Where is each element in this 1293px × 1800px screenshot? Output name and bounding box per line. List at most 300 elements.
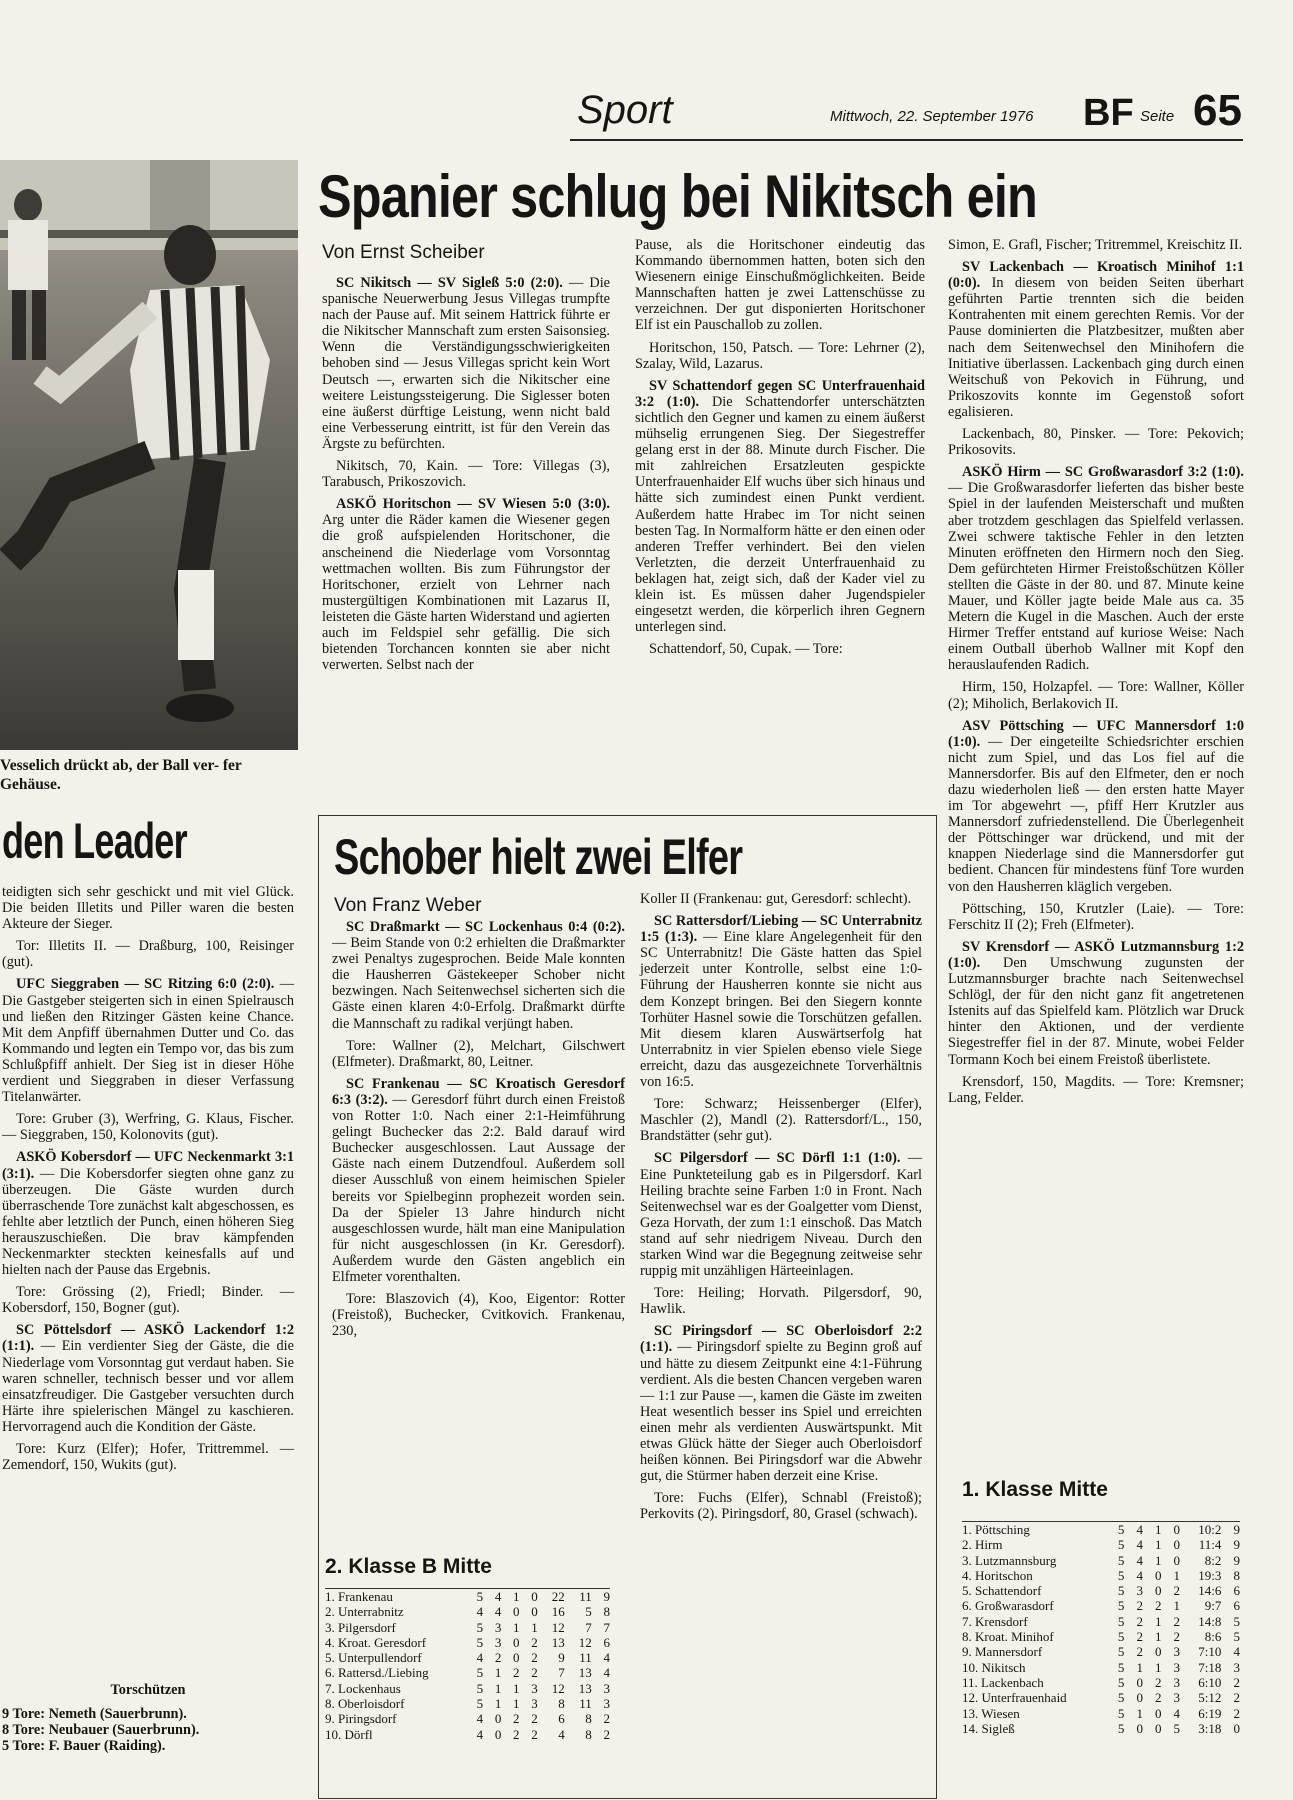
- table-row: [962, 1583, 1240, 1598]
- stat-cell: 0: [1154, 1583, 1162, 1599]
- stat-cell: 4: [1136, 1537, 1143, 1553]
- stat-cell: 3: [531, 1680, 538, 1696]
- paragraph-text: In diesem von beiden Seiten überhart geführten Partie trennten sich die beiden Kontrahenten mit einem gerechten Remis. Vor der Pause dominierten die Platzbesitzer, mußten aber nach dem Seitenwechsel den Minihofern die Initiative überlassen. Lackenbach ging durch einen Weitschuß von Pekovich in Führung, und Prikoszovits konnte im Gegenstoß sofort egalisieren.: [948, 275, 1244, 420]
- stat-cell: 3: [494, 1634, 502, 1650]
- stat-cell: 5: [1117, 1644, 1125, 1660]
- leader-headline: den Leader: [2, 813, 187, 869]
- stat-cell: 1: [1154, 1613, 1162, 1629]
- paragraph-text: Tore: Heiling; Horvath. Pilgersdorf, 90, Hawlik.: [640, 1285, 922, 1318]
- stat-cell: 1: [494, 1665, 502, 1681]
- stat-cell: 3: [1173, 1644, 1181, 1660]
- paragraph: [2, 1111, 294, 1143]
- stat-cell: 2: [1136, 1598, 1143, 1614]
- stat-cell: 3: [603, 1696, 610, 1712]
- stat-cell: 8:6: [1204, 1629, 1222, 1645]
- match-result-lead: ASKÖ Horitschon — SV Wiesen 5:0 (3:0).: [336, 496, 610, 513]
- stat-cell: 10:2: [1198, 1522, 1222, 1537]
- paragraph: [332, 919, 625, 1032]
- paragraph: [635, 237, 925, 334]
- team-name: 8. Oberloisdorf: [325, 1696, 405, 1712]
- stat-cell: 7: [558, 1665, 565, 1681]
- team-name: 1. Frankenau: [325, 1589, 393, 1604]
- stat-cell: 0: [1136, 1690, 1143, 1706]
- paragraph-text: Krensdorf, 150, Magdits. — Tore: Kremsner; Lang, Felder.: [948, 1073, 1244, 1106]
- standings-table-1-klasse: [962, 1521, 1240, 1736]
- stat-cell: 12: [578, 1634, 592, 1650]
- table-row: [962, 1690, 1240, 1705]
- paragraph-text: Tore: Grössing (2), Friedl; Binder. — Kobersdorf, 150, Bogner (gut).: [2, 1284, 294, 1317]
- stat-cell: 11: [579, 1589, 592, 1604]
- stat-cell: 4: [476, 1650, 484, 1666]
- paragraph: [2, 1322, 294, 1435]
- paragraph: [635, 340, 925, 372]
- paragraph-text: Hirm, 150, Holzapfel. — Tore: Wallner, Köller (2); Miholich, Berlakovich II.: [948, 679, 1244, 712]
- stat-cell: 5: [1233, 1613, 1240, 1629]
- stat-cell: 1: [1154, 1629, 1162, 1645]
- stat-cell: 6:19: [1198, 1705, 1222, 1721]
- table-row: [325, 1604, 610, 1619]
- paragraph-text: Schattendorf, 50, Cupak. — Tore:: [649, 641, 843, 658]
- stat-cell: 1: [1154, 1522, 1162, 1537]
- paragraph-text: — Die Großwarasdorfer lieferten das bisher beste Spiel in der laufenden Meisterschaft und mußten aber trotzdem geschlagen das Spielfeld verlassen. Zwei schwere taktische Fehler in den letzten Minuten eröffneten den Hirmern noch den Sieg. Dem gefürchteten Hirmer Freistoßschützen Köller stellten die Gäste in der 80. und 87. Minute keine Mauer, und Köller jagte beide Male aus ca. 35 Metern die Kugel in die Maschen. Auch der erste Hirmer Treffer entstand auf kuriose Weise: Nach einem Outball überhob Wallner mit Kopf den herauslaufenden Radich.: [948, 480, 1244, 674]
- paragraph: [640, 913, 922, 1090]
- stat-cell: 5: [1117, 1720, 1125, 1736]
- paragraph: [948, 426, 1244, 458]
- stat-cell: 1: [513, 1589, 520, 1604]
- match-result-lead: SV Lackenbach — Kroatisch Minihof 1:1 (0:0).: [948, 259, 1244, 292]
- stat-cell: 2: [1233, 1690, 1240, 1706]
- paragraph: [322, 496, 610, 673]
- stat-cell: 5: [1117, 1705, 1125, 1721]
- stat-cell: 0: [1136, 1674, 1143, 1690]
- schober-column-2: [640, 891, 922, 1528]
- stat-cell: 9: [1233, 1537, 1240, 1553]
- stat-cell: 4: [476, 1726, 484, 1742]
- stat-cell: 0: [1154, 1567, 1162, 1583]
- paragraph-text: — Eine Punkteteilung gab es in Pilgersdorf. Karl Heiling brachte seine Farben 1:0 in Front. Nach Seitenwechsel war es der Goalgetter vom Dienst, Geza Horvath, der zum 1:1 einschoß. Das Match stand auf sehr niedrigem Niveau. Durch den starken Wind war die Begegnung zeitweise sehr ruppig mit unzähligen Härteeinlagen.: [640, 1150, 922, 1280]
- stat-cell: 1: [513, 1619, 520, 1635]
- stat-cell: 2: [513, 1726, 520, 1742]
- stat-cell: 1: [513, 1696, 520, 1712]
- team-name: 2. Unterrabnitz: [325, 1604, 404, 1620]
- stat-cell: 8:2: [1204, 1552, 1222, 1568]
- paragraph-text: Tor: Illetits II. — Draßburg, 100, Reisinger (gut).: [2, 938, 294, 971]
- paragraph: [2, 976, 294, 1105]
- article-column-3: [948, 237, 1244, 1112]
- stat-cell: 2: [603, 1726, 610, 1742]
- team-name: 7. Lockenhaus: [325, 1680, 401, 1696]
- stat-cell: 2: [1173, 1583, 1181, 1599]
- stat-cell: 1: [1136, 1659, 1143, 1675]
- stat-cell: 4: [494, 1589, 502, 1604]
- stat-cell: 2: [603, 1711, 610, 1727]
- scorer-line: 8 Tore: Neubauer (Sauerbrunn).: [2, 1722, 200, 1739]
- page-label: Seite: [1140, 108, 1175, 125]
- stat-cell: 3:18: [1198, 1720, 1222, 1736]
- team-name: 9. Mannersdorf: [962, 1644, 1043, 1660]
- photo-caption: Vesselich drückt ab, der Ball ver- fer Gehäuse.: [0, 757, 242, 793]
- scorer-line: 9 Tore: Nemeth (Sauerbrunn).: [2, 1706, 187, 1723]
- team-name: 5. Schattendorf: [962, 1583, 1042, 1599]
- table-row: [962, 1614, 1240, 1629]
- match-result-lead: SC Pöttelsdorf — ASKÖ Lackendorf 1:2 (1:1).: [2, 1322, 294, 1355]
- stat-cell: 8: [558, 1696, 565, 1712]
- table-row: [962, 1553, 1240, 1568]
- stat-cell: 4: [558, 1726, 565, 1742]
- paragraph-text: Tore: Schwarz; Heissenberger (Elfer), Maschler (2), Mandl (2). Rattersdorf/L., 150, Brandstätter (sehr gut).: [640, 1096, 922, 1145]
- paragraph-text: Nikitsch, 70, Kain. — Tore: Villegas (3), Tarabusch, Prikoszovich.: [322, 458, 610, 491]
- team-name: 4. Kroat. Geresdorf: [325, 1634, 427, 1650]
- stat-cell: 6: [1233, 1583, 1240, 1599]
- team-name: 12. Unterfrauenhaid: [962, 1690, 1067, 1706]
- team-name: 3. Lutzmannsburg: [962, 1552, 1057, 1568]
- stat-cell: 3: [1136, 1583, 1143, 1599]
- stat-cell: 4: [603, 1665, 610, 1681]
- team-name: 14. Sigleß: [962, 1720, 1015, 1736]
- paragraph-text: Arg unter die Räder kamen die Wiesener gegen die groß aufspielenden Horitschoner, die anscheinend die Niederlage vom Vorsonntag wettmachen wollten. Bis zum Führungstor der Horitschoner, erzielt von Lehrner nach mustergültigen Kombinationen mit Lazarus II, leisteten die Gäste harten Widerstand und agierten auch im Feldspiel sehr gefällig. Die sich bietenden Torchancen konnten sie aber nicht verwerten. Selbst nach der: [322, 512, 610, 674]
- header-rule: [570, 139, 1243, 141]
- paragraph: [948, 1074, 1244, 1106]
- table-row: [325, 1665, 610, 1680]
- paragraph-text: — Die Kobersdorfer siegten ohne ganz zu überzeugen. Die Gäste wurden durch überraschende Tore zunächst kalt abgeschossen, es fehlte aber letztlich der Punch, einen höheren Sieg herauszuschießen. Die brav kämpfenden Neckenmarkter steckten keinesfalls auf und hielten nach der Pause das Ergebnis.: [2, 1165, 294, 1279]
- stat-cell: 3: [603, 1680, 610, 1696]
- stat-cell: 0: [1173, 1537, 1181, 1553]
- stat-cell: 2: [513, 1665, 520, 1681]
- match-result-lead: SC Draßmarkt — SC Lockenhaus 0:4 (0:2).: [346, 919, 625, 935]
- table-row: [325, 1589, 610, 1605]
- stat-cell: 7: [585, 1619, 592, 1635]
- stat-cell: 2: [1136, 1613, 1143, 1629]
- paragraph: [332, 1291, 625, 1339]
- match-result-lead: SC Rattersdorf/Liebing — SC Unterrabnitz 1:5 (1:3).: [640, 913, 922, 946]
- team-name: 10. Nikitsch: [962, 1659, 1026, 1675]
- stat-cell: 0: [513, 1634, 520, 1650]
- stat-cell: 3: [1173, 1659, 1181, 1675]
- stat-cell: 9:7: [1204, 1598, 1222, 1614]
- table-row: [325, 1727, 610, 1742]
- stat-cell: 5: [476, 1634, 484, 1650]
- stat-cell: 9: [1233, 1522, 1240, 1537]
- paragraph-text: Tore: Kurz (Elfer); Hofer, Trittremmel. — Zemendorf, 150, Wukits (gut).: [2, 1441, 294, 1474]
- paragraph: [2, 1441, 294, 1473]
- team-name: 11. Lackenbach: [962, 1674, 1044, 1690]
- paragraph-text: — Eine klare Angelegenheit für den SC Unterrabnitz! Die Gäste hatten das Spiel jederzeit unter Kontrolle, selbst eine 1:0-Führung der Hausherren konnte sie nicht aus dem Konzept bringen. Bei den Siegern konnte Torhüter Hasnel sowie die Torschützen gefallen. Mit diesem klaren Auswärtserfolg hat Unterrabnitz in vier Spielen ebenso viele Siege erreicht, dazu das ausgezeichnete Torverhältnis von 16:5.: [640, 929, 922, 1091]
- paragraph: [948, 679, 1244, 711]
- paragraph: [322, 275, 610, 452]
- stat-cell: 4: [603, 1650, 610, 1666]
- stat-cell: 5: [1117, 1613, 1125, 1629]
- stat-cell: 5: [1117, 1598, 1125, 1614]
- team-name: 2. Hirm: [962, 1537, 1003, 1553]
- paragraph-text: Tore: Wallner (2), Melchart, Gilschwert (Elfmeter). Draßmarkt, 80, Leitner.: [332, 1037, 625, 1070]
- match-result-lead: SC Frankenau — SC Kroatisch Geresdorf 6:3 (3:2).: [332, 1075, 625, 1108]
- stat-cell: 2: [1173, 1629, 1181, 1645]
- scorers-section: [2, 1682, 294, 1754]
- stat-cell: 2: [513, 1711, 520, 1727]
- paragraph: [332, 1038, 625, 1070]
- paragraph-text: Koller II (Frankenau: gut, Geresdorf: schlecht).: [640, 891, 912, 907]
- issue-date: Mittwoch, 22. September 1976: [830, 108, 1034, 125]
- stat-cell: 5: [1117, 1659, 1125, 1675]
- stat-cell: 9: [1233, 1552, 1240, 1568]
- stat-cell: 8: [603, 1604, 610, 1620]
- schober-byline: Von Franz Weber: [334, 895, 482, 916]
- stat-cell: 0: [494, 1726, 502, 1742]
- table-row: [962, 1537, 1240, 1552]
- stat-cell: 9: [603, 1589, 610, 1604]
- stat-cell: 5: [476, 1665, 484, 1681]
- stat-cell: 8: [585, 1726, 592, 1742]
- match-result-lead: ASV Pöttsching — UFC Mannersdorf 1:0 (1:0).: [948, 717, 1244, 750]
- stat-cell: 2: [1233, 1674, 1240, 1690]
- table-row: [325, 1635, 610, 1650]
- main-headline: Spanier schlug bei Nikitsch ein: [318, 163, 1037, 230]
- leader-article-column: [2, 884, 294, 1479]
- paragraph: [640, 1150, 922, 1279]
- paragraph: [948, 718, 1244, 895]
- paragraph: [640, 891, 922, 907]
- stat-cell: 0: [1173, 1522, 1181, 1537]
- stat-cell: 1: [513, 1680, 520, 1696]
- stat-cell: 5: [1173, 1720, 1181, 1736]
- stat-cell: 13: [578, 1665, 592, 1681]
- match-result-lead: UFC Sieggraben — SC Ritzing 6:0 (2:0).: [16, 976, 275, 993]
- paragraph: [322, 458, 610, 490]
- scorer-line: 5 Tore: F. Bauer (Raiding).: [2, 1738, 166, 1755]
- stat-cell: 0: [513, 1604, 520, 1620]
- match-result-lead: SC Piringsdorf — SC Oberloisdorf 2:2 (1:1).: [640, 1323, 922, 1356]
- stat-cell: 3: [1173, 1690, 1181, 1706]
- match-result-lead: SV Krensdorf — ASKÖ Lutzmannsburg 1:2 (1:0).: [948, 938, 1244, 971]
- table-row: [962, 1721, 1240, 1736]
- paragraph: [948, 237, 1244, 253]
- stat-cell: 8: [585, 1711, 592, 1727]
- table-title-1-klasse: 1. Klasse Mitte: [962, 1478, 1108, 1501]
- stat-cell: 0: [1173, 1552, 1181, 1568]
- stat-cell: 7:10: [1198, 1644, 1222, 1660]
- table-row: [962, 1568, 1240, 1583]
- page-number: 65: [1193, 86, 1242, 135]
- stat-cell: 3: [531, 1696, 538, 1712]
- stat-cell: 0: [1154, 1705, 1162, 1721]
- stat-cell: 11: [579, 1650, 592, 1666]
- paragraph: [948, 259, 1244, 420]
- team-name: 10. Dörfl: [325, 1726, 373, 1742]
- team-name: 1. Pöttsching: [962, 1522, 1030, 1537]
- team-name: 3. Pilgersdorf: [325, 1619, 396, 1635]
- stat-cell: 0: [1136, 1720, 1143, 1736]
- stat-cell: 22: [551, 1589, 565, 1604]
- table-row: [962, 1706, 1240, 1721]
- stat-cell: 2: [531, 1665, 538, 1681]
- table-row: [962, 1598, 1240, 1613]
- team-name: 4. Horitschon: [962, 1567, 1033, 1583]
- match-result-lead: ASKÖ Kobersdorf — UFC Neckenmarkt 3:1 (3:1).: [2, 1149, 294, 1182]
- stat-cell: 6: [558, 1711, 565, 1727]
- stat-cell: 1: [1136, 1705, 1143, 1721]
- stat-cell: 2: [1136, 1644, 1143, 1660]
- table-row: [962, 1660, 1240, 1675]
- stat-cell: 2: [531, 1726, 538, 1742]
- stat-cell: 1: [494, 1680, 502, 1696]
- paragraph-text: — Piringsdorf spielte zu Beginn groß auf und hätte zu diesem Zeitpunkt eine 4:1-Führung verdient. Als die besten Chancen vergeben waren — 1:1 zur Pause —, kamen die Gäste im zweiten Heat wesentlich besser ins Spiel und erreichten einen mehr als verdienten Auswärtspunkt. Mit etwas Glück hätte der Sieger auch Oberloisdorf heißen können. Bei Piringsdorf war die Abwehr gut, die Stürmer haben derzeit eine Krise.: [640, 1339, 923, 1485]
- stat-cell: 1: [1154, 1659, 1162, 1675]
- byline: Von Ernst Scheiber: [322, 242, 485, 263]
- paragraph: [2, 1149, 294, 1278]
- team-name: 9. Piringsdorf: [325, 1711, 397, 1727]
- stat-cell: 1: [1154, 1552, 1162, 1568]
- schober-headline: Schober hielt zwei Elfer: [334, 829, 743, 885]
- stat-cell: 0: [513, 1650, 520, 1666]
- stat-cell: 2: [531, 1634, 538, 1650]
- stat-cell: 5: [1117, 1629, 1125, 1645]
- match-result-lead: ASKÖ Hirm — SC Großwarasdorf 3:2 (1:0).: [962, 464, 1244, 481]
- table-row: [325, 1696, 610, 1711]
- paragraph-text: — Ein verdienter Sieg der Gäste, die die Niederlage vom Vorsonntag gut verdaut haben. Sie waren schneller, technisch besser und vor allem einsatzfreudiger. Die Gastgeber versuchten durch Härte ihre spielerischen Mängel zu kaschieren. Hervorragend auch die Kondition der Gäste.: [2, 1338, 294, 1435]
- team-name: 13. Wiesen: [962, 1705, 1020, 1721]
- paragraph-text: Lackenbach, 80, Pinsker. — Tore: Pekovich; Prikosovits.: [948, 426, 1244, 459]
- paragraph: [948, 901, 1244, 933]
- stat-cell: 19:3: [1198, 1567, 1222, 1583]
- stat-cell: 2: [1233, 1705, 1240, 1721]
- paragraph-text: — Der eingeteilte Schiedsrichter erschien nicht zum Spiel, und das Los fiel auf die Mannersdorfer. Bis auf den Elfmeter, den er noch dazu wiederholen ließ — den ersten hatte Mayer im Tor abgewehrt —, pfiff Herr Krutzler aus Mannersdorf zufriedenstellend. Die Überlegenheit der Pöttschinger war drückend, und mit der knappen Niederlage sind die Mannersdorfer gut bedient. Chancen für mindestens fünf Tore wurden von den Hausherren kläglich vergeben.: [948, 733, 1245, 895]
- stat-cell: 2: [494, 1650, 502, 1666]
- stat-cell: 2: [531, 1711, 538, 1727]
- stat-cell: 5: [1117, 1690, 1125, 1706]
- paragraph: [635, 641, 925, 657]
- stat-cell: 11:4: [1198, 1537, 1222, 1553]
- table-row: [325, 1650, 610, 1665]
- stat-cell: 6: [603, 1634, 610, 1650]
- stat-cell: 5: [1117, 1537, 1125, 1553]
- team-name: 6. Großwarasdorf: [962, 1598, 1054, 1614]
- paragraph-text: Tore: Fuchs (Elfer), Schnabl (Freistoß); Perkovits (2). Piringsdorf, 80, Grasel (schwach).: [640, 1490, 922, 1523]
- stat-cell: 5: [1117, 1552, 1125, 1568]
- paragraph-text: Pöttsching, 150, Krutzler (Laie). — Tore: Ferschitz II (2); Freh (Elfmeter).: [948, 900, 1244, 933]
- stat-cell: 0: [531, 1604, 538, 1620]
- team-name: 8. Kroat. Minihof: [962, 1629, 1054, 1645]
- table-title-2-klasse: 2. Klasse B Mitte: [325, 1555, 492, 1578]
- stat-cell: 14:6: [1198, 1583, 1222, 1599]
- stat-cell: 0: [1154, 1644, 1162, 1660]
- paragraph: [640, 1285, 922, 1317]
- stat-cell: 14:8: [1198, 1613, 1222, 1629]
- paragraph: [2, 884, 294, 932]
- table-row: [325, 1711, 610, 1726]
- stat-cell: 2: [1154, 1598, 1162, 1614]
- table-row: [962, 1644, 1240, 1659]
- stat-cell: 1: [1173, 1567, 1181, 1583]
- stat-cell: 5: [1117, 1522, 1125, 1537]
- stat-cell: 12: [551, 1680, 565, 1696]
- paragraph-text: teidigten sich sehr geschickt und mit viel Glück. Die beiden Illetits und Piller waren die besten Akteure der Sieger.: [2, 884, 294, 933]
- paragraph: [948, 939, 1244, 1068]
- paragraph-text: Die Schattendorfer unterschätzten sichtlich den Gegner und kamen zu einem äußerst mühselig errungenen Sieg. Der Siegestreffer gelang erst in der 88. Minute durch Fischer. Die mit zahlreichen Ersatzleuten gespickte Unterfrauenhaider Elf wuchs über sich hinaus und hätte sich zumindest einen Punkt verdient. Außerdem hatte Hrabec im Tor nicht seinen besten Tag. In Normalform hätte er den einen oder anderen Treffer verhindert. Bei den vielen Verletzten, die derzeit Unterfrauenhaid zu beklagen hat, zeigt sich, daß der Kader viel zu klein ist. Es müssen daher Jugendspieler eingesetzt werden, die körperlich ihren Gegnern unterlegen sind.: [635, 393, 926, 636]
- stat-cell: 5: [1117, 1674, 1125, 1690]
- stat-cell: 3: [494, 1619, 502, 1635]
- stat-cell: 0: [1233, 1720, 1240, 1736]
- paragraph-text: Tore: Blaszovich (4), Koo, Eigentor: Rotter (Freistoß), Buchecker, Cvitkovich. Frankenau, 230,: [332, 1291, 625, 1340]
- stat-cell: 4: [476, 1711, 484, 1727]
- table-row: [962, 1675, 1240, 1690]
- stat-cell: 4: [1233, 1644, 1240, 1660]
- paragraph: [640, 1096, 922, 1144]
- player-silhouette-illustration: [0, 160, 298, 750]
- stat-cell: 5: [476, 1589, 484, 1604]
- stat-cell: 0: [1154, 1720, 1162, 1736]
- match-result-lead: SV Schattendorf gegen SC Unterfrauenhaid 3:2 (1:0).: [635, 377, 925, 410]
- stat-cell: 2: [531, 1650, 538, 1666]
- team-name: 5. Unterpullendorf: [325, 1650, 422, 1666]
- stat-cell: 6: [1233, 1598, 1240, 1614]
- paragraph-text: Pause, als die Horitschoner eindeutig das Kommando übernommen hatten, boten sich den Wiesenern einige Einschußmöglichkeiten. Beide Mannschaften hatten je zwei Lattenschüsse zu verzeichnen. Der gut disponierten Horitschoner Elf ist ein Pauschallob zu zollen.: [635, 237, 925, 334]
- paragraph-text: Horitschon, 150, Patsch. — Tore: Lehrner (2), Szalay, Wild, Lazarus.: [635, 339, 925, 372]
- paragraph: [2, 1284, 294, 1316]
- paragraph-text: Simon, E. Grafl, Fischer; Tritremmel, Kreischitz II.: [948, 237, 1243, 253]
- stat-cell: 4: [1136, 1567, 1143, 1583]
- team-name: 7. Krensdorf: [962, 1613, 1028, 1629]
- paragraph-text: — Die Gastgeber steigerten sich in einen Spielrausch und ließen den Ritzinger Gästen keine Chance. Mit dem Anpfiff übernahmen Dutter und Co. das Kommando und legten ein Tempo vor, das bis zum Schlußpfiff anhielt. Der Sieg ist in dieser Höhe verdient und Sieggraben in dieser Verfassung Titelanwärter.: [2, 976, 295, 1106]
- paragraph: [948, 464, 1244, 673]
- stat-cell: 5: [1117, 1583, 1125, 1599]
- match-result-lead: SC Pilgersdorf — SC Dörfl 1:1 (1:0).: [654, 1150, 901, 1167]
- stat-cell: 5: [476, 1696, 484, 1712]
- stat-cell: 4: [476, 1604, 484, 1620]
- stat-cell: 5: [1233, 1629, 1240, 1645]
- section-title: Sport: [577, 88, 673, 132]
- stat-cell: 13: [578, 1680, 592, 1696]
- paragraph-text: — Geresdorf führt durch einen Freistoß von Rotter 1:0. Nach einer 2:1-Heimführung gelingt Buchecker das 2:2. Bald darauf wird Buchecker ausgeschlossen. Laut Aussage der Gäste nach einem Dutzendfoul. Außerdem soll dieser Ausschluß von einem heimischen Spieler bereits vor Spielbeginn prophezeit worden sein. Da der Spieler 13 Jahre hindurch nicht ausgeschlossen wurde, hält man eine Manipulation für nicht ausgeschlossen (in Kr. Geresdorf). Außerdem wurde den Gästen angeblich ein Elfmeter vorenthalten.: [332, 1091, 625, 1285]
- paragraph: [635, 378, 925, 636]
- schober-column-1: [332, 919, 625, 1345]
- stat-cell: 1: [1173, 1598, 1181, 1614]
- stat-cell: 16: [551, 1604, 565, 1620]
- stat-cell: 7:18: [1198, 1659, 1222, 1675]
- stat-cell: 5: [585, 1604, 592, 1620]
- stat-cell: 12: [551, 1619, 565, 1635]
- team-name: 6. Rattersd./Liebing: [325, 1665, 429, 1681]
- stat-cell: 5: [1117, 1567, 1125, 1583]
- match-result-lead: SC Nikitsch — SV Sigleß 5:0 (2:0).: [336, 275, 563, 291]
- stat-cell: 2: [1173, 1613, 1181, 1629]
- paragraph-text: Den Umschwung zugunsten der Lutzmannsburger brachte nach Seitenwechsel Schlögl, der für den nicht ganz fit angetretenen Istenits auf das Spielfeld kam. Plötzlich war Druck hinter den Aktionen, und der verdiente Siegestreffer fiel in der 87. Minute, wobei Felder Tormann Koch bei einem Freistoß überlistete.: [948, 954, 1245, 1068]
- table-row: [962, 1629, 1240, 1644]
- stat-cell: 13: [551, 1634, 565, 1650]
- table-row: [962, 1522, 1240, 1538]
- stat-cell: 8: [1233, 1567, 1240, 1583]
- article-column-2: [635, 237, 925, 663]
- paragraph-text: — Beim Stande von 0:2 erhielten die Draßmarkter zwei Penaltys zugesprochen. Beide Male konnten die Hausherren Gästekeeper Schober nicht bezwingen. Nach Seitenwechsel sicherten sich die Gäste einen klaren 4:0-Erfolg. Draßmarkt dürfte die Mannschaft zu radikal verjüngt haben.: [332, 935, 625, 1032]
- paragraph-text: Tore: Gruber (3), Werfring, G. Klaus, Fischer. — Sieggraben, 150, Kolonovits (gut).: [2, 1111, 294, 1144]
- stat-cell: 2: [1154, 1674, 1162, 1690]
- stat-cell: 0: [531, 1589, 538, 1604]
- stat-cell: 6:10: [1198, 1674, 1222, 1690]
- stat-cell: 5: [476, 1619, 484, 1635]
- paragraph: [640, 1490, 922, 1522]
- stat-cell: 5: [476, 1680, 484, 1696]
- stat-cell: 1: [531, 1619, 538, 1635]
- stat-cell: 4: [1173, 1705, 1181, 1721]
- stat-cell: 2: [1154, 1690, 1162, 1706]
- stat-cell: 3: [1233, 1659, 1240, 1675]
- paragraph: [332, 1076, 625, 1285]
- table-row: [325, 1681, 610, 1696]
- stat-cell: 4: [1136, 1552, 1143, 1568]
- stat-cell: 1: [494, 1696, 502, 1712]
- publication-logo: BF: [1083, 92, 1134, 134]
- article-column-1: [322, 275, 610, 679]
- stat-cell: 5:12: [1198, 1690, 1222, 1706]
